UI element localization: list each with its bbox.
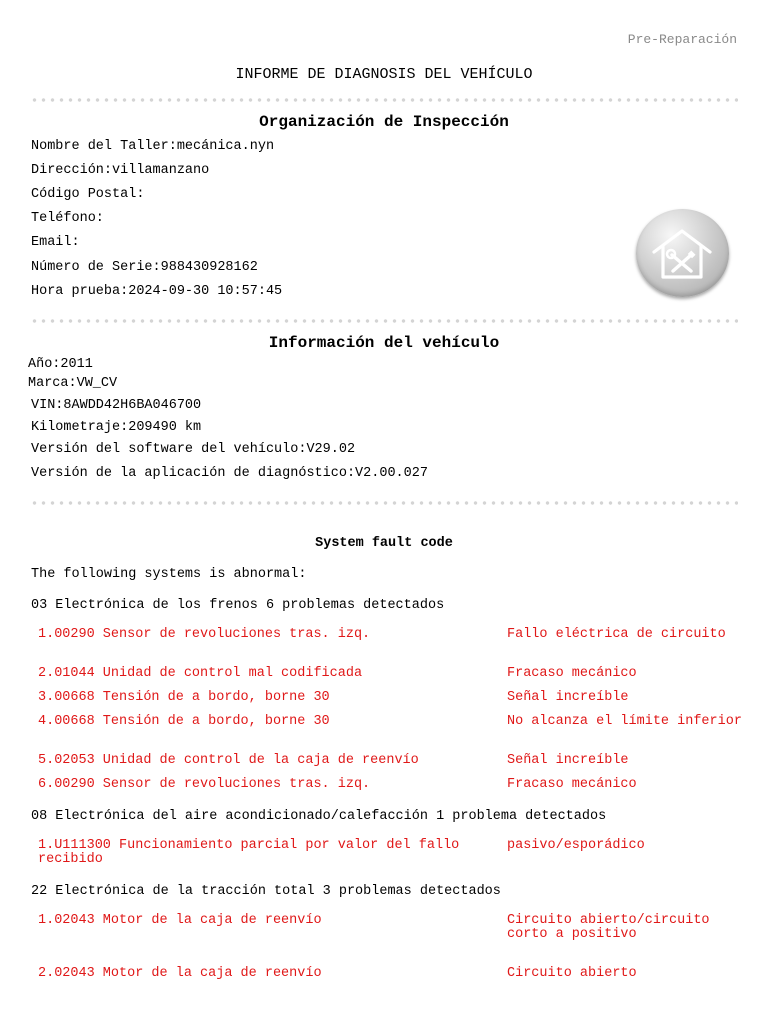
workshop-name: Nombre del Taller:mecánica.nyn — [31, 139, 275, 154]
fault-code: 1.U111300 Funcionamiento parcial por valor del fallo recibido — [38, 838, 460, 867]
fault-code: 5.02053 Unidad de control de la caja de reenvío — [38, 753, 419, 768]
fault-code: 1.02043 Motor de la caja de reenvío — [38, 913, 322, 928]
fault-status: Fallo eléctrica de circuito — [507, 627, 726, 642]
fault-group-heading: 03 Electrónica de los frenos 6 problemas detectados — [31, 598, 445, 613]
fault-code: 2.02043 Motor de la caja de reenvío — [38, 966, 322, 981]
vehicle-software-version: Versión del software del vehículo:V29.02 — [31, 442, 356, 457]
fault-code: 4.00668 Tensión de a bordo, borne 30 — [38, 714, 330, 729]
email: Email: — [31, 235, 80, 250]
vehicle-brand: Marca:VW_CV — [28, 376, 118, 391]
fault-group-heading: 22 Electrónica de la tracción total 3 problemas detectados — [31, 884, 501, 899]
vehicle-section-title: Información del vehículo — [268, 334, 500, 352]
vehicle-year: Año:2011 — [28, 357, 93, 372]
fault-status: Fracaso mecánico — [507, 666, 637, 681]
report-title: INFORME DE DIAGNOSIS DEL VEHÍCULO — [235, 66, 533, 83]
postal-code: Código Postal: — [31, 187, 145, 202]
inspection-section-title: Organización de Inspección — [259, 113, 509, 131]
fault-group-heading: 08 Electrónica del aire acondicionado/calefacción 1 problema detectados — [31, 809, 607, 824]
fault-status: No alcanza el límite inferior — [507, 714, 742, 729]
fault-status: Señal increíble — [507, 690, 629, 705]
fault-status: Circuito abierto — [507, 966, 637, 981]
fault-code: 1.00290 Sensor de revoluciones tras. izq. — [38, 627, 371, 642]
workshop-tools-house-icon — [636, 209, 729, 297]
fault-code: 2.01044 Unidad de control mal codificada — [38, 666, 363, 681]
fault-intro: The following systems is abnormal: — [31, 567, 307, 582]
phone: Teléfono: — [31, 211, 104, 226]
fault-code: 3.00668 Tensión de a bordo, borne 30 — [38, 690, 330, 705]
workshop-address: Dirección:villamanzano — [31, 163, 210, 178]
test-time: Hora prueba:2024-09-30 10:57:45 — [31, 284, 283, 299]
fault-code: 6.00290 Sensor de revoluciones tras. izq. — [38, 777, 371, 792]
fault-status: Fracaso mecánico — [507, 777, 637, 792]
dotted-divider — [30, 501, 738, 505]
fault-status: Señal increíble — [507, 753, 629, 768]
report-stage-tag: Pre-Reparación — [627, 32, 737, 47]
dotted-divider — [30, 98, 738, 102]
diagnostic-app-version: Versión de la aplicación de diagnóstico:V2.00.027 — [31, 466, 428, 481]
fault-section-title: System fault code — [315, 536, 453, 551]
vehicle-mileage: Kilometraje:209490 km — [31, 420, 202, 435]
fault-status: pasivo/esporádico — [507, 838, 645, 853]
serial-number: Número de Serie:988430928162 — [31, 260, 258, 275]
vehicle-vin: VIN:8AWDD42H6BA046700 — [31, 398, 202, 413]
dotted-divider — [30, 319, 738, 323]
fault-status: Circuito abierto/circuito corto a positivo — [507, 913, 710, 942]
